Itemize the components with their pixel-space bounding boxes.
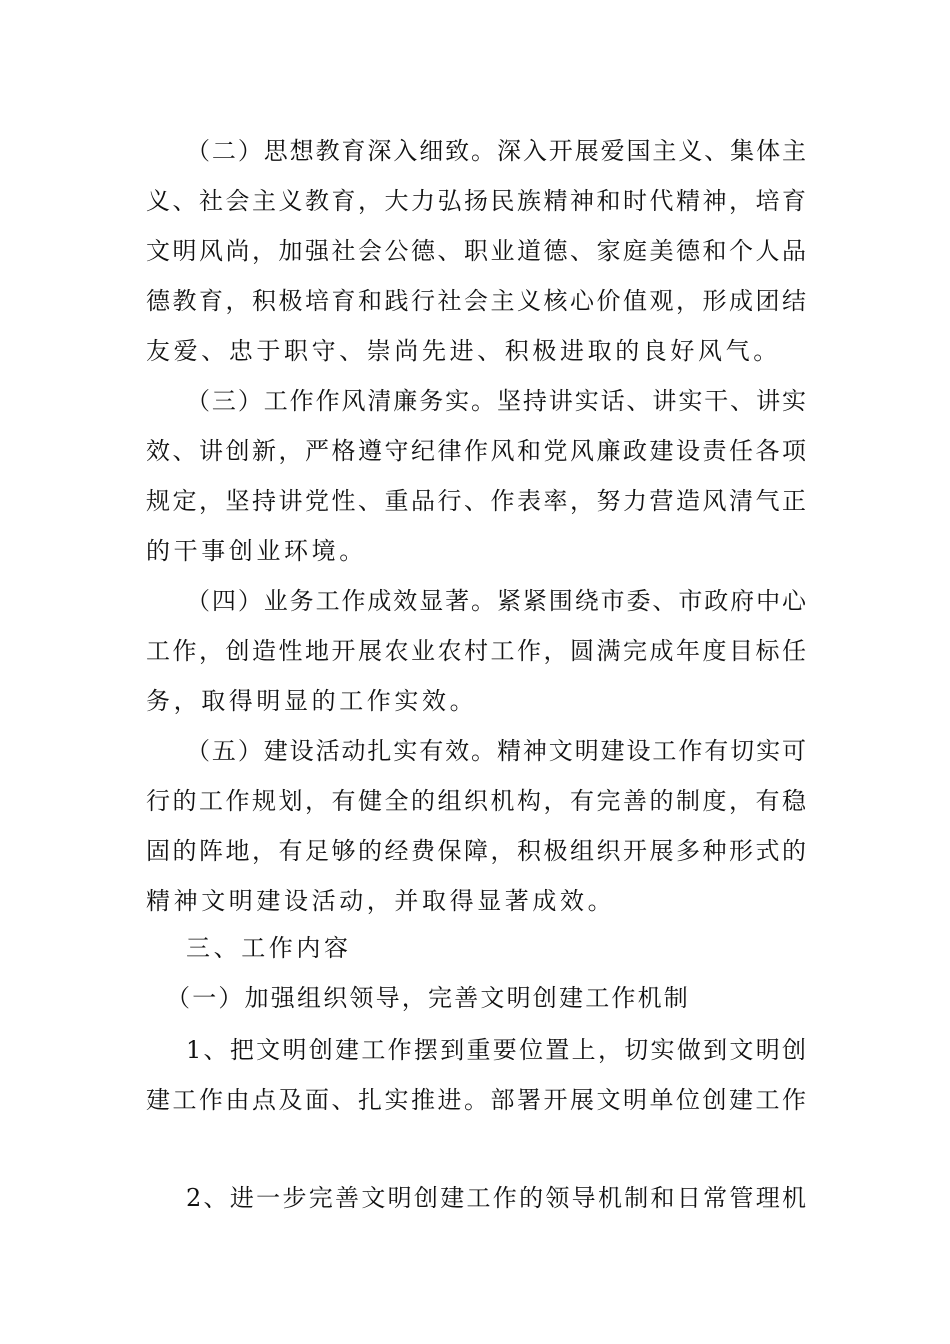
text-line: 行的工作规划，有健全的组织机构，有完善的制度，有稳 [146,787,806,815]
text-line: 精神文明建设活动，并取得显著成效。 [146,887,616,915]
text-line: 规定，坚持讲党性、重品行、作表率，努力营造风清气正 [146,487,806,515]
text-line: 务，取得明显的工作实效。 [146,687,478,715]
section-heading: 三、工作内容 [186,934,352,962]
text-line: 固的阵地，有足够的经费保障，积极组织开展多种形式的 [146,837,806,865]
text-line: 效、讲创新，严格遵守纪律作风和党风廉政建设责任各项 [146,437,806,465]
text-line: （三）工作作风清廉务实。坚持讲实话、讲实干、讲实 [186,387,806,415]
text-line: 1、把文明创建工作摆到重要位置上，切实做到文明创 [186,1036,806,1064]
text-line: （四）业务工作成效显著。紧紧围绕市委、市政府中心 [186,587,806,615]
text-line: 2、进一步完善文明创建工作的领导机制和日常管理机 [186,1184,806,1212]
text-line: 工作，创造性地开展农业农村工作，圆满完成年度目标任 [146,637,806,665]
text-line: 德教育，积极培育和践行社会主义核心价值观，形成团结 [146,287,806,315]
text-line: 友爱、忠于职守、崇尚先进、积极进取的良好风气。 [146,337,781,365]
text-line: （二）思想教育深入细致。深入开展爱国主义、集体主 [186,137,806,165]
text-line: 的干事创业环境。 [146,537,367,565]
text-line: （五）建设活动扎实有效。精神文明建设工作有切实可 [186,737,806,765]
text-line: 义、社会主义教育，大力弘扬民族精神和时代精神，培育 [146,187,806,215]
text-line: 建工作由点及面、扎实推进。部署开展文明单位创建工作 [146,1086,806,1114]
subsection-heading: （一）加强组织领导，完善文明创建工作机制 [166,984,690,1012]
text-line: 文明风尚，加强社会公德、职业道德、家庭美德和个人品 [146,237,806,265]
